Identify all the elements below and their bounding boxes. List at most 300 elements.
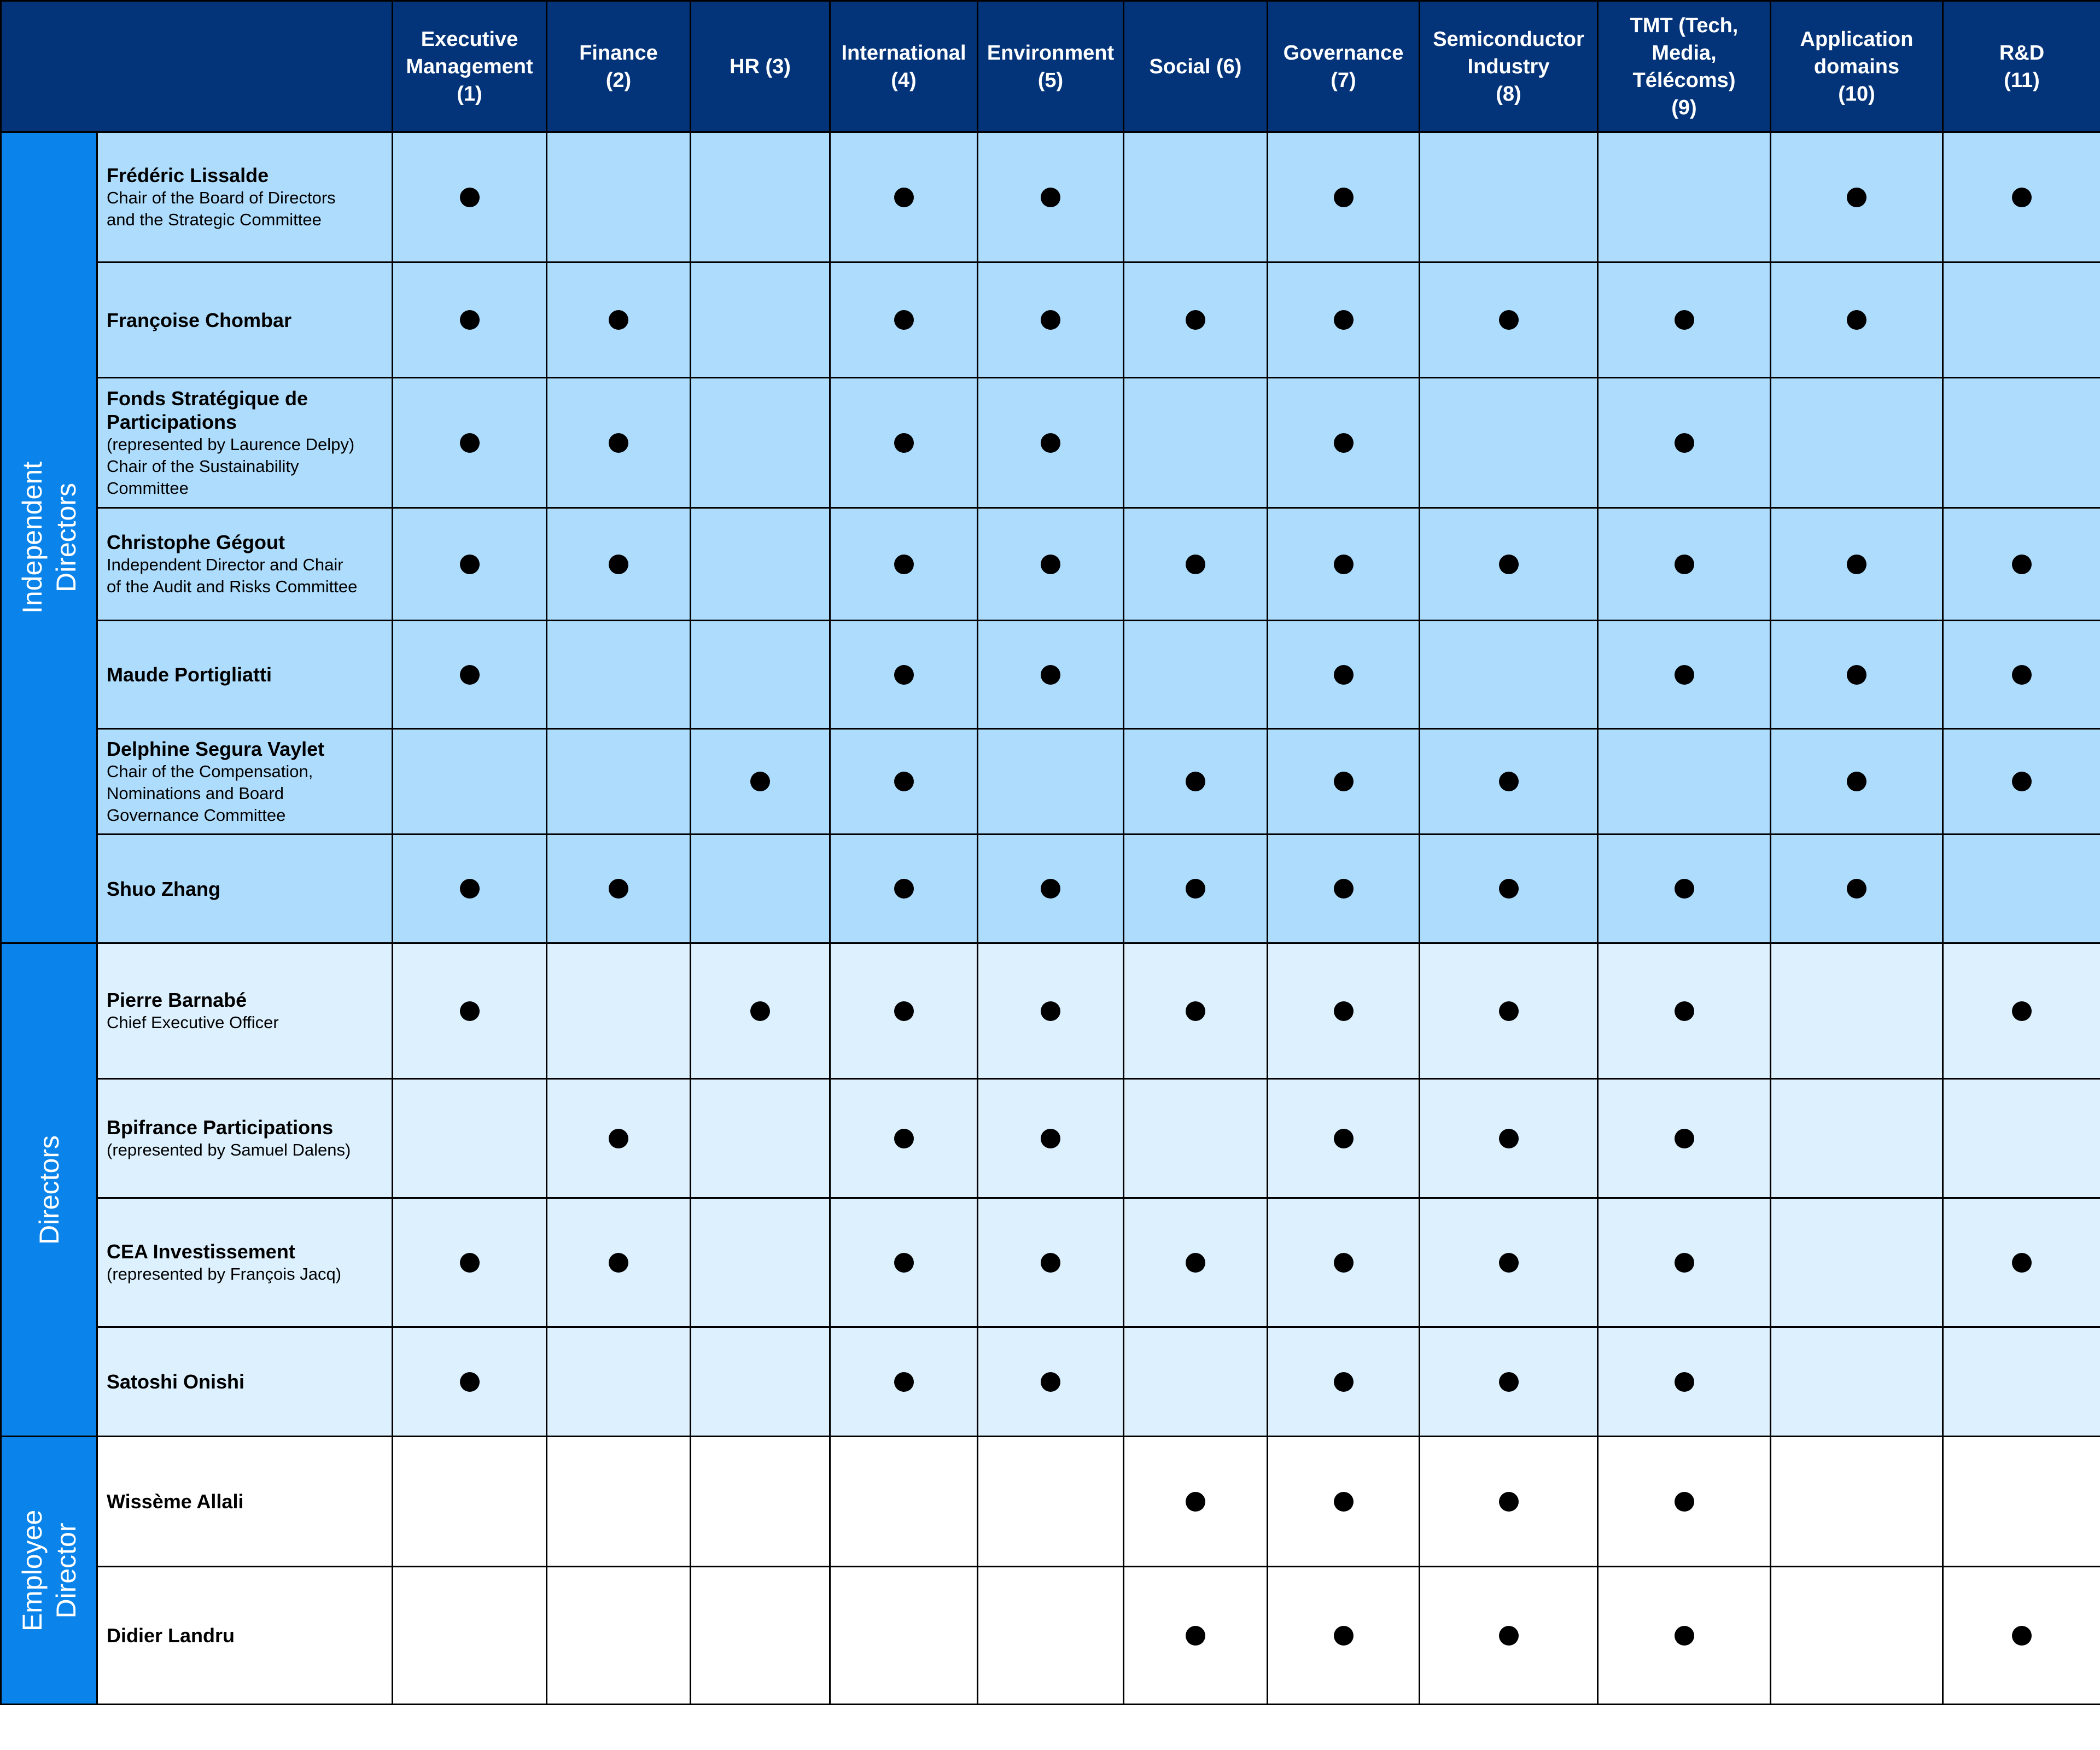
column-header: R&D (11) — [1943, 1, 2100, 132]
skill-dot-icon — [1334, 1372, 1354, 1392]
skill-dot-icon — [609, 1129, 628, 1148]
skill-dot-icon — [460, 1253, 480, 1273]
skill-cell — [393, 132, 547, 262]
skill-cell — [1771, 1567, 1943, 1705]
director-cell — [97, 262, 393, 378]
skill-cell — [830, 262, 978, 378]
skill-cell — [691, 262, 830, 378]
skill-cell — [1771, 132, 1943, 262]
column-header: Executive Management (1) — [393, 1, 547, 132]
column-header: Application domains (10) — [1771, 1, 1943, 132]
skill-cell — [1771, 1079, 1943, 1198]
skill-dot-icon — [1499, 772, 1519, 791]
skill-cell — [547, 729, 691, 835]
skill-cell — [393, 1198, 547, 1327]
skill-cell — [1420, 943, 1598, 1079]
skill-cell — [978, 1079, 1124, 1198]
director-cell — [97, 729, 393, 835]
skill-cell — [1771, 1327, 1943, 1437]
skill-cell — [1598, 621, 1771, 729]
director-role: (represented by Laurence Delpy) Chair of the Sustainability Committee — [107, 434, 355, 498]
skill-dot-icon — [2012, 1626, 2032, 1646]
skill-cell — [1124, 1437, 1268, 1567]
skill-dot-icon — [1499, 1001, 1519, 1021]
skill-dot-icon — [1847, 879, 1866, 899]
skill-dot-icon — [894, 188, 914, 207]
skill-cell — [830, 1437, 978, 1567]
skill-cell — [978, 132, 1124, 262]
skill-cell — [1268, 132, 1420, 262]
skill-cell — [1268, 1079, 1420, 1198]
skill-cell — [1420, 1567, 1598, 1705]
skill-dot-icon — [1334, 188, 1354, 207]
skill-cell — [393, 1079, 547, 1198]
skill-cell — [1598, 1437, 1771, 1567]
skill-dot-icon — [1499, 1626, 1519, 1646]
skill-cell — [393, 1567, 547, 1705]
director-row — [1, 508, 2100, 621]
skill-cell — [1420, 1437, 1598, 1567]
skill-dot-icon — [1499, 310, 1519, 330]
column-header: Governance (7) — [1268, 1, 1420, 132]
skill-cell — [691, 1327, 830, 1437]
skill-cell — [547, 943, 691, 1079]
skill-dot-icon — [1186, 879, 1205, 899]
skill-cell — [1268, 621, 1420, 729]
skill-cell — [1124, 1327, 1268, 1437]
skill-cell — [1598, 835, 1771, 943]
column-header: International (4) — [830, 1, 978, 132]
skill-cell — [1943, 1079, 2100, 1198]
director-cell — [97, 378, 393, 508]
director-name: Wissème Allali — [107, 1490, 244, 1513]
skill-cell — [978, 1567, 1124, 1705]
skill-dot-icon — [2012, 1001, 2032, 1021]
skill-cell — [1598, 1079, 1771, 1198]
skill-dot-icon — [1186, 555, 1205, 574]
skill-cell — [1124, 262, 1268, 378]
skill-cell — [1268, 1567, 1420, 1705]
skill-dot-icon — [1334, 433, 1354, 453]
skill-dot-icon — [1041, 1129, 1060, 1148]
skill-cell — [547, 132, 691, 262]
skill-dot-icon — [1675, 433, 1694, 453]
skill-dot-icon — [1334, 310, 1354, 330]
skill-dot-icon — [1041, 1001, 1060, 1021]
director-name: Frédéric Lissalde — [107, 164, 269, 186]
skill-cell — [547, 1079, 691, 1198]
skill-cell — [1598, 729, 1771, 835]
director-name: Fonds Stratégique de Participations — [107, 387, 308, 433]
director-name: CEA Investissement — [107, 1240, 295, 1263]
skill-cell — [830, 508, 978, 621]
director-role: Chair of the Compensation, Nominations and Board Governance Committee — [107, 761, 313, 825]
group-label: Employee Director — [16, 1509, 81, 1631]
skill-cell — [978, 729, 1124, 835]
skill-dot-icon — [894, 433, 914, 453]
skill-dot-icon — [1675, 1372, 1694, 1392]
director-name: Didier Landru — [107, 1624, 235, 1647]
skill-cell — [830, 1327, 978, 1437]
skill-dot-icon — [1675, 1492, 1694, 1512]
director-name: Bpifrance Participations — [107, 1116, 334, 1139]
director-role: Independent Director and Chair of the Audit and Risks Committee — [107, 555, 358, 596]
skill-dot-icon — [1499, 555, 1519, 574]
skill-cell — [691, 1437, 830, 1567]
skill-dot-icon — [2012, 665, 2032, 685]
skill-dot-icon — [460, 665, 480, 685]
skill-dot-icon — [1334, 879, 1354, 899]
skill-cell — [691, 508, 830, 621]
skill-cell — [1420, 378, 1598, 508]
skill-dot-icon — [1847, 310, 1866, 330]
skill-dot-icon — [1041, 188, 1060, 207]
skill-cell — [691, 132, 830, 262]
skill-cell — [1268, 508, 1420, 621]
skill-cell — [691, 835, 830, 943]
director-row — [1, 621, 2100, 729]
director-name: Maude Portigliatti — [107, 663, 272, 686]
skill-cell — [1943, 729, 2100, 835]
skill-cell — [1420, 1198, 1598, 1327]
skill-cell — [830, 943, 978, 1079]
skill-cell — [1268, 1327, 1420, 1437]
skill-dot-icon — [1186, 1001, 1205, 1021]
skill-cell — [1268, 943, 1420, 1079]
skill-dot-icon — [460, 1372, 480, 1392]
skill-cell — [1943, 943, 2100, 1079]
skill-dot-icon — [1675, 555, 1694, 574]
skill-dot-icon — [894, 665, 914, 685]
skill-cell — [1598, 1327, 1771, 1437]
skill-dot-icon — [460, 433, 480, 453]
skill-dot-icon — [1334, 1492, 1354, 1512]
skill-cell — [691, 378, 830, 508]
skill-cell — [830, 835, 978, 943]
skill-cell — [393, 262, 547, 378]
director-cell — [97, 1079, 393, 1198]
skill-cell — [547, 378, 691, 508]
column-header: HR (3) — [691, 1, 830, 132]
skill-cell — [1124, 378, 1268, 508]
director-row — [1, 1327, 2100, 1437]
skill-cell — [1124, 1079, 1268, 1198]
skill-dot-icon — [1334, 1253, 1354, 1273]
skill-dot-icon — [894, 1001, 914, 1021]
skill-cell — [1943, 132, 2100, 262]
skill-cell — [1124, 508, 1268, 621]
group-label-cell — [1, 132, 97, 943]
skill-cell — [1124, 835, 1268, 943]
skill-cell — [547, 1198, 691, 1327]
director-row — [1, 1437, 2100, 1567]
skill-dot-icon — [1041, 433, 1060, 453]
skill-cell — [1420, 508, 1598, 621]
skill-dot-icon — [1847, 665, 1866, 685]
skill-cell — [1771, 729, 1943, 835]
director-name: Christophe Gégout — [107, 531, 285, 553]
skill-cell — [547, 1327, 691, 1437]
skill-cell — [1268, 378, 1420, 508]
director-role: (represented by François Jacq) — [107, 1264, 342, 1284]
skill-cell — [547, 835, 691, 943]
skill-cell — [691, 1198, 830, 1327]
skill-dot-icon — [750, 772, 770, 791]
director-cell — [97, 621, 393, 729]
skill-cell — [978, 835, 1124, 943]
skill-cell — [1598, 1567, 1771, 1705]
director-role: Chair of the Board of Directors and the Strategic Committee — [107, 188, 336, 229]
skill-cell — [1268, 1198, 1420, 1327]
skill-cell — [1598, 132, 1771, 262]
skill-cell — [978, 378, 1124, 508]
skill-dot-icon — [1675, 1129, 1694, 1148]
skill-dot-icon — [1186, 1253, 1205, 1273]
skill-cell — [547, 1437, 691, 1567]
skill-dot-icon — [1675, 310, 1694, 330]
skill-dot-icon — [1186, 1492, 1205, 1512]
skill-cell — [1771, 835, 1943, 943]
skill-dot-icon — [460, 879, 480, 899]
skill-dot-icon — [1041, 555, 1060, 574]
skill-cell — [393, 943, 547, 1079]
skill-cell — [393, 508, 547, 621]
skill-cell — [1598, 943, 1771, 1079]
director-row — [1, 378, 2100, 508]
skill-cell — [547, 1567, 691, 1705]
skill-cell — [1268, 1437, 1420, 1567]
director-name: Delphine Segura Vaylet — [107, 737, 325, 760]
skill-cell — [1268, 835, 1420, 943]
skill-dot-icon — [1675, 879, 1694, 899]
skill-cell — [1943, 835, 2100, 943]
skill-dot-icon — [1675, 1626, 1694, 1646]
skill-dot-icon — [1334, 1129, 1354, 1148]
skill-dot-icon — [1186, 772, 1205, 791]
skill-dot-icon — [894, 555, 914, 574]
skill-cell — [1420, 1327, 1598, 1437]
skill-dot-icon — [1334, 772, 1354, 791]
skill-cell — [978, 1437, 1124, 1567]
skill-cell — [393, 1327, 547, 1437]
column-header: TMT (Tech, Media, Télécoms) (9) — [1598, 1, 1771, 132]
director-cell — [97, 508, 393, 621]
skill-cell — [1771, 262, 1943, 378]
skill-cell — [830, 1567, 978, 1705]
skill-cell — [691, 943, 830, 1079]
skill-cell — [1268, 729, 1420, 835]
skill-cell — [691, 621, 830, 729]
skill-dot-icon — [1334, 1001, 1354, 1021]
director-role: (represented by Samuel Dalens) — [107, 1140, 351, 1159]
skill-dot-icon — [1334, 665, 1354, 685]
director-row — [1, 943, 2100, 1079]
skill-cell — [1124, 729, 1268, 835]
skill-cell — [393, 1437, 547, 1567]
skill-dot-icon — [460, 555, 480, 574]
director-cell — [97, 943, 393, 1079]
skill-cell — [1943, 1327, 2100, 1437]
director-name: Satoshi Onishi — [107, 1370, 245, 1393]
skill-cell — [830, 132, 978, 262]
header-corner-cell — [1, 1, 393, 132]
director-cell — [97, 132, 393, 262]
skill-cell — [1771, 378, 1943, 508]
skill-dot-icon — [460, 1001, 480, 1021]
skill-cell — [1598, 1198, 1771, 1327]
skill-dot-icon — [1499, 879, 1519, 899]
skill-cell — [1420, 1079, 1598, 1198]
skill-cell — [1124, 621, 1268, 729]
skill-dot-icon — [1186, 310, 1205, 330]
group-label-cell — [1, 943, 97, 1437]
skill-cell — [1943, 378, 2100, 508]
skill-dot-icon — [1675, 1001, 1694, 1021]
skill-dot-icon — [1041, 665, 1060, 685]
skill-dot-icon — [1041, 310, 1060, 330]
director-cell — [97, 1437, 393, 1567]
skill-cell — [830, 378, 978, 508]
skill-dot-icon — [894, 772, 914, 791]
skill-cell — [1124, 1198, 1268, 1327]
skill-dot-icon — [609, 1253, 628, 1273]
skill-cell — [978, 1327, 1124, 1437]
skill-dot-icon — [2012, 772, 2032, 791]
director-cell — [97, 1198, 393, 1327]
skill-dot-icon — [1847, 188, 1866, 207]
skill-cell — [393, 729, 547, 835]
skill-cell — [691, 1079, 830, 1198]
skill-cell — [1943, 1437, 2100, 1567]
skill-cell — [978, 943, 1124, 1079]
skill-dot-icon — [1499, 1492, 1519, 1512]
skill-cell — [1943, 1567, 2100, 1705]
skill-dot-icon — [1334, 1626, 1354, 1646]
director-name: Shuo Zhang — [107, 877, 220, 900]
skill-cell — [1771, 1198, 1943, 1327]
skill-cell — [1943, 1198, 2100, 1327]
skill-dot-icon — [1847, 555, 1866, 574]
group-label: Directors — [33, 1135, 65, 1245]
skill-cell — [1771, 621, 1943, 729]
table-header — [1, 1, 2100, 132]
skill-cell — [1124, 943, 1268, 1079]
skill-dot-icon — [2012, 188, 2032, 207]
skill-cell — [1771, 508, 1943, 621]
skill-cell — [1420, 262, 1598, 378]
skill-dot-icon — [1675, 665, 1694, 685]
skill-cell — [1420, 835, 1598, 943]
director-cell — [97, 835, 393, 943]
skill-cell — [830, 729, 978, 835]
skill-cell — [393, 835, 547, 943]
skill-dot-icon — [750, 1001, 770, 1021]
skill-cell — [1598, 508, 1771, 621]
director-row — [1, 1567, 2100, 1705]
skill-dot-icon — [609, 433, 628, 453]
group-label-cell — [1, 1437, 97, 1705]
skill-dot-icon — [1041, 1253, 1060, 1273]
director-row — [1, 835, 2100, 943]
skill-cell — [1124, 1567, 1268, 1705]
skill-cell — [830, 1079, 978, 1198]
skill-dot-icon — [1041, 1372, 1060, 1392]
skill-dot-icon — [894, 1253, 914, 1273]
skill-cell — [830, 1198, 978, 1327]
table-body — [1, 132, 2100, 1705]
skill-dot-icon — [1499, 1372, 1519, 1392]
skill-cell — [1943, 262, 2100, 378]
skill-dot-icon — [1186, 1626, 1205, 1646]
skill-cell — [1943, 508, 2100, 621]
skill-dot-icon — [894, 879, 914, 899]
skill-cell — [978, 1198, 1124, 1327]
skill-cell — [1598, 378, 1771, 508]
skill-cell — [1420, 132, 1598, 262]
group-label: Independent Directors — [16, 461, 81, 614]
director-name: Pierre Barnabé — [107, 989, 247, 1011]
skill-cell — [978, 508, 1124, 621]
skill-dot-icon — [894, 1372, 914, 1392]
skill-dot-icon — [460, 188, 480, 207]
column-header: Finance (2) — [547, 1, 691, 132]
skill-cell — [547, 508, 691, 621]
column-header: Environment (5) — [978, 1, 1124, 132]
skill-dot-icon — [2012, 1253, 2032, 1273]
header-row — [1, 1, 2100, 132]
skill-dot-icon — [1847, 772, 1866, 791]
skill-cell — [1771, 1437, 1943, 1567]
director-cell — [97, 1567, 393, 1705]
director-cell — [97, 1327, 393, 1437]
skill-cell — [547, 621, 691, 729]
director-row — [1, 729, 2100, 835]
director-row — [1, 1198, 2100, 1327]
skill-dot-icon — [1499, 1129, 1519, 1148]
skill-cell — [1943, 621, 2100, 729]
skill-cell — [1124, 132, 1268, 262]
director-row — [1, 1079, 2100, 1198]
skill-cell — [547, 262, 691, 378]
skill-cell — [1420, 621, 1598, 729]
skill-dot-icon — [609, 310, 628, 330]
skill-dot-icon — [2012, 555, 2032, 574]
director-row — [1, 262, 2100, 378]
skill-cell — [393, 621, 547, 729]
director-role: Chief Executive Officer — [107, 1013, 279, 1032]
director-name: Françoise Chombar — [107, 308, 292, 331]
skill-cell — [691, 1567, 830, 1705]
skill-dot-icon — [460, 310, 480, 330]
skill-cell — [1598, 262, 1771, 378]
skill-dot-icon — [1675, 1253, 1694, 1273]
skill-cell — [978, 262, 1124, 378]
skill-cell — [691, 729, 830, 835]
column-header: Social (6) — [1124, 1, 1268, 132]
skill-cell — [978, 621, 1124, 729]
skill-dot-icon — [1499, 1253, 1519, 1273]
director-row — [1, 132, 2100, 262]
skill-dot-icon — [894, 1129, 914, 1148]
skill-dot-icon — [894, 310, 914, 330]
skill-cell — [1268, 262, 1420, 378]
skill-dot-icon — [1041, 879, 1060, 899]
skill-dot-icon — [609, 555, 628, 574]
skill-cell — [1771, 943, 1943, 1079]
skill-cell — [1420, 729, 1598, 835]
skill-dot-icon — [1334, 555, 1354, 574]
skill-cell — [393, 378, 547, 508]
